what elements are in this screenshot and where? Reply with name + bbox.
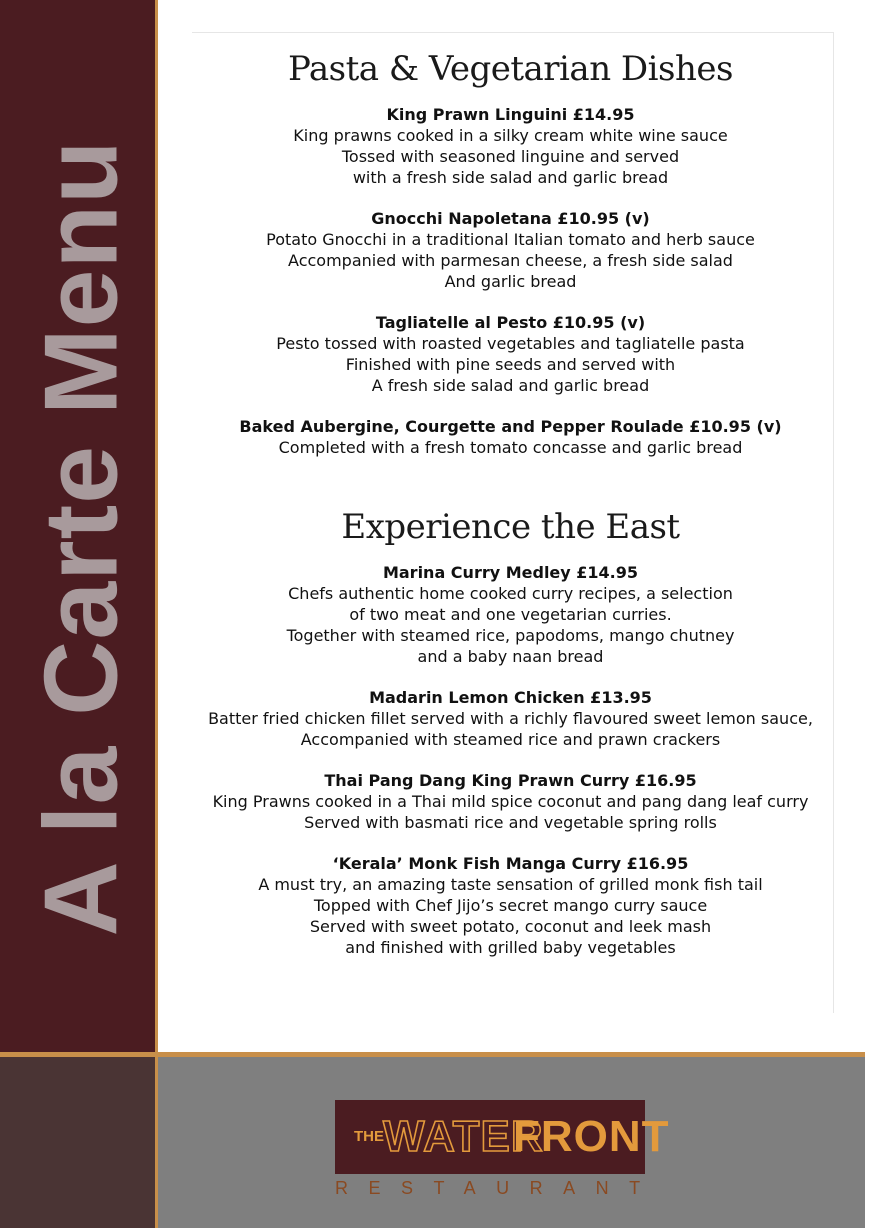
dish-description: with a fresh side salad and garlic bread — [352, 168, 669, 187]
dish-item — [158, 562, 863, 667]
dish-description: Served with sweet potato, coconut and leek mash — [309, 917, 712, 936]
dish-description: Chefs authentic home cooked curry recipes, a selection — [288, 584, 733, 603]
dish-description: Batter fried chicken fillet served with a richly flavoured sweet lemon sauce, — [208, 709, 813, 728]
dish-name: ‘Kerala’ Monk Fish Manga Curry £16.95 — [332, 854, 689, 873]
dish-description: Together with steamed rice, papodoms, mango chutney — [286, 626, 735, 645]
dish-name: Gnocchi Napoletana £10.95 (v) — [371, 209, 650, 228]
dish-description: Accompanied with parmesan cheese, a fresh side salad — [288, 251, 733, 270]
dish-description: Tossed with seasoned linguine and served — [341, 147, 680, 166]
sidebar-panel — [0, 0, 155, 1052]
dish-description: Finished with pine seeds and served with — [345, 355, 676, 374]
section-title-pasta: Pasta & Vegetarian Dishes — [288, 49, 733, 89]
dish-item — [158, 770, 863, 833]
section-title-east: Experience the East — [341, 507, 680, 547]
dish-description: Accompanied with steamed rice and prawn crackers — [300, 730, 721, 749]
dish-name: Madarin Lemon Chicken £13.95 — [369, 688, 652, 707]
dish-item — [158, 104, 863, 188]
menu-content — [158, 0, 863, 978]
dish-description: A fresh side salad and garlic bread — [371, 376, 650, 395]
dish-item — [158, 416, 863, 458]
dish-item — [158, 853, 863, 958]
logo-the: THE — [354, 1128, 384, 1145]
dish-description: Pesto tossed with roasted vegetables and tagliatelle pasta — [276, 334, 745, 353]
logo-tagline: RESTAURANT — [335, 1178, 661, 1198]
dish-item — [158, 312, 863, 396]
dish-description: And garlic bread — [444, 272, 577, 291]
dish-description: and a baby naan bread — [417, 647, 604, 666]
dish-description: King Prawns cooked in a Thai mild spice coconut and pang dang leaf curry — [212, 792, 809, 811]
dish-name: Tagliatelle al Pesto £10.95 (v) — [375, 313, 646, 332]
menu-title-vertical: A la Carte Menu — [23, 139, 140, 937]
dish-description: and finished with grilled baby vegetables — [345, 938, 676, 957]
dish-item — [158, 208, 863, 292]
dish-description: Served with basmati rice and vegetable spring rolls — [304, 813, 717, 832]
logo-front: FRONT — [513, 1112, 670, 1161]
dish-name: Marina Curry Medley £14.95 — [382, 563, 639, 582]
dish-description: Topped with Chef Jijo’s secret mango curry sauce — [313, 896, 708, 915]
dish-description: A must try, an amazing taste sensation of grilled monk fish tail — [258, 875, 763, 894]
dish-item — [158, 687, 863, 750]
logo-water: WATER — [383, 1112, 544, 1161]
dish-name: Thai Pang Dang King Prawn Curry £16.95 — [324, 771, 697, 790]
dish-description: Completed with a fresh tomato concasse and garlic bread — [278, 438, 743, 457]
dish-description: King prawns cooked in a silky cream white wine sauce — [293, 126, 728, 145]
dish-description: Potato Gnocchi in a traditional Italian tomato and herb sauce — [266, 230, 755, 249]
dish-name: Baked Aubergine, Courgette and Pepper Roulade £10.95 (v) — [239, 417, 782, 436]
footer-corner — [0, 1057, 155, 1228]
dish-description: of two meat and one vegetarian curries. — [349, 605, 672, 624]
dish-name: King Prawn Linguini £14.95 — [386, 105, 635, 124]
